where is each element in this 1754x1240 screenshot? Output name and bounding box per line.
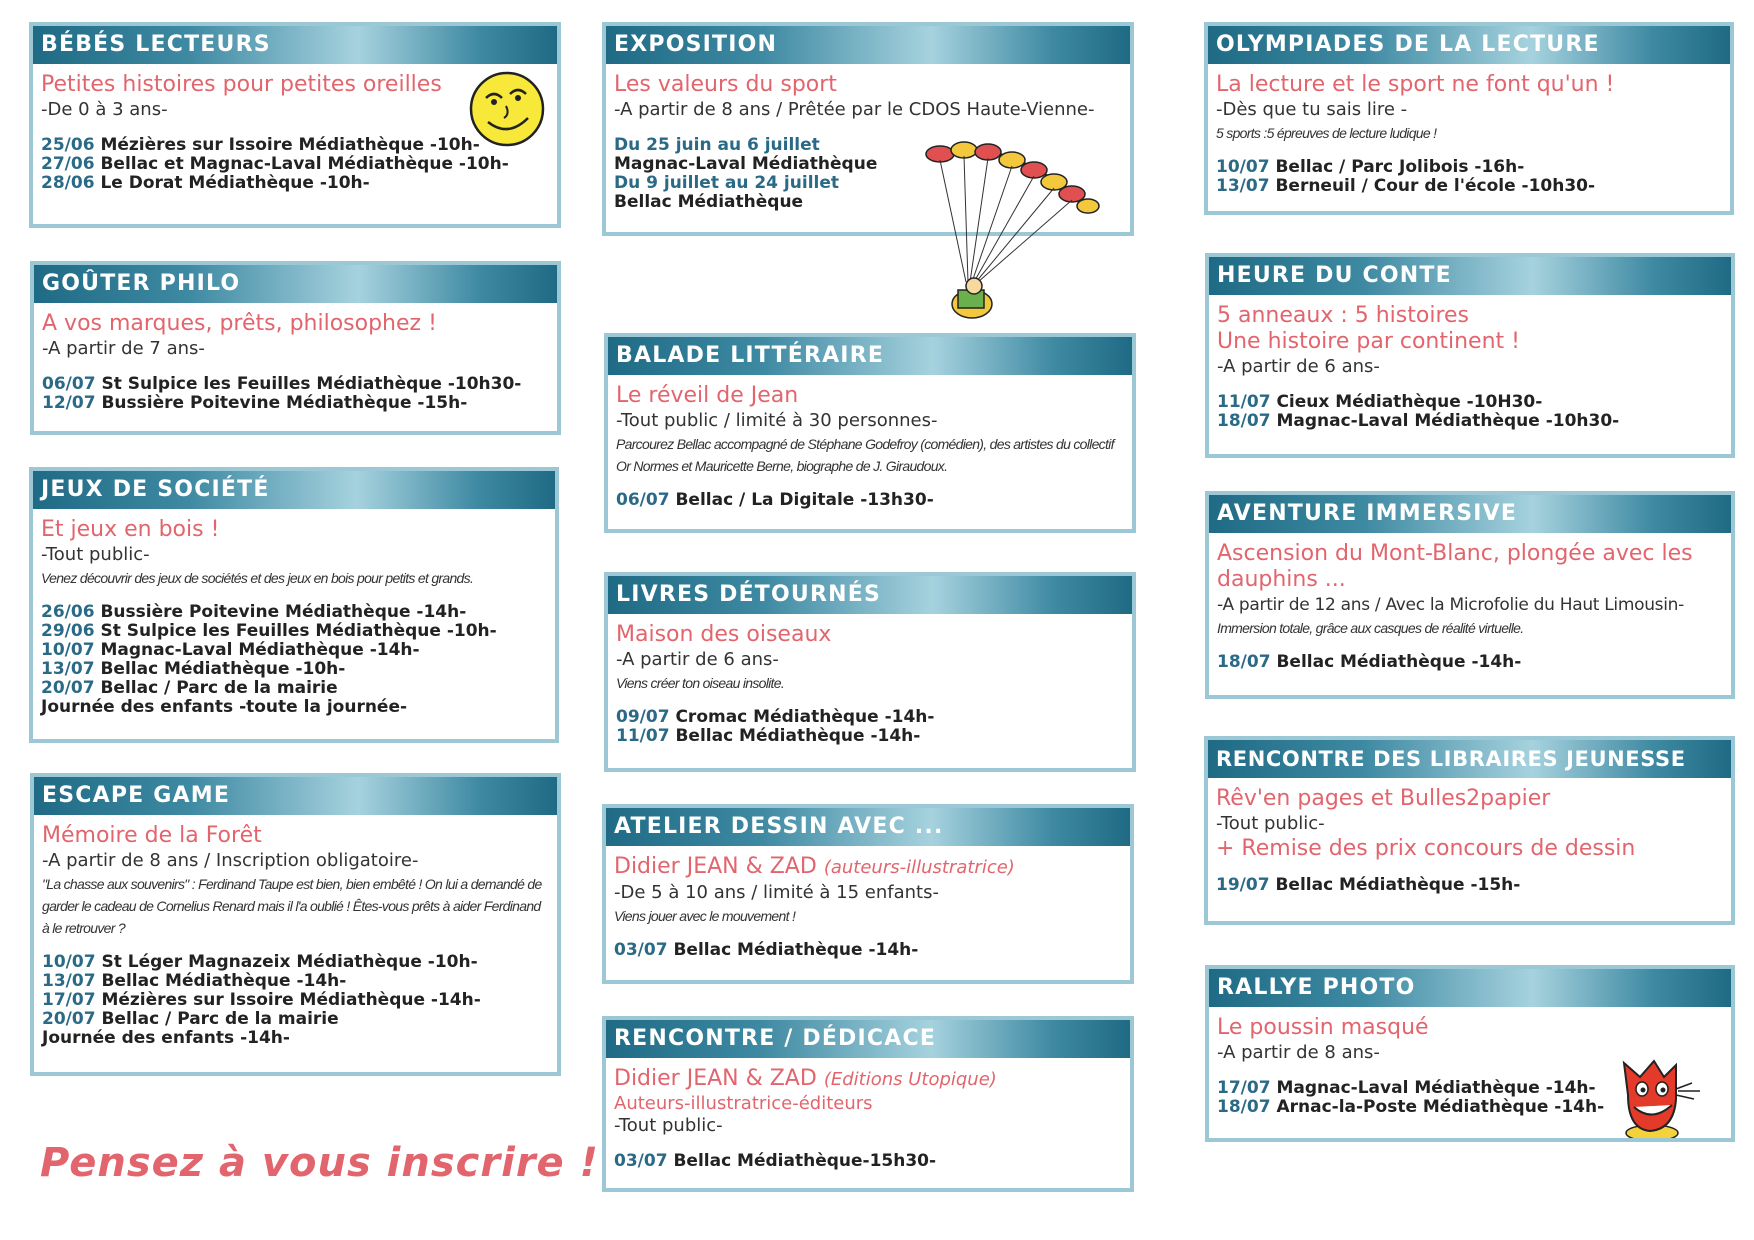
event-audience: -A partir de 12 ans / Avec la Microfolie du Haut Limousin- xyxy=(1217,595,1684,615)
date-venue: Bellac Médiathèque-15h30- xyxy=(673,1151,937,1171)
card-body xyxy=(34,303,557,413)
event-description: Viens créer ton oiseau insolite. xyxy=(616,675,785,691)
card-body xyxy=(33,509,555,717)
card-olympiades xyxy=(1204,22,1734,215)
card-header: OLYMPIADES DE LA LECTURE xyxy=(1208,26,1730,64)
date-entry xyxy=(41,603,547,622)
event-description: Parcourez Bellac accompagné de Stéphane Godefroy (comédien), des artistes du collectif Or Normes et Mauricette Berne, biographe de J. Giraudoux. xyxy=(616,436,1114,474)
date-list xyxy=(1216,158,1722,196)
card-header: LIVRES DÉTOURNÉS xyxy=(608,576,1132,614)
event-title-sub: (Editions Utopique) xyxy=(823,1069,997,1090)
card-balade-litteraire xyxy=(604,333,1136,533)
date-venue: Bellac Médiathèque -14h- xyxy=(101,971,347,991)
card-rencontre-libraires xyxy=(1204,736,1735,925)
event-title-main: Didier JEAN & ZAD xyxy=(614,1066,817,1091)
card-jeux-de-societe xyxy=(29,467,559,743)
period-venue: Bellac Médiathèque xyxy=(614,192,804,212)
card-body xyxy=(608,614,1132,746)
date-label: 03/07 xyxy=(614,1151,668,1171)
date-label: 10/07 xyxy=(42,952,96,972)
date-label: 13/07 xyxy=(1216,176,1270,196)
date-venue: Mézières sur Issoire Médiathèque -14h- xyxy=(101,990,481,1010)
period-range: Du 25 juin au 6 juillet xyxy=(614,135,820,155)
event-audience: -A partir de 8 ans / Inscription obligatoire- xyxy=(42,850,419,871)
date-entry xyxy=(41,155,549,174)
date-list xyxy=(1216,876,1723,895)
date-venue: St Sulpice les Feuilles Médiathèque -10h- xyxy=(100,621,497,641)
card-body xyxy=(606,846,1130,960)
card-body xyxy=(1208,64,1730,196)
date-entry xyxy=(42,394,549,413)
masked-chick-icon xyxy=(1614,1055,1706,1142)
event-title: Maison des oiseaux xyxy=(616,622,832,647)
date-venue: Magnac-Laval Médiathèque -14h- xyxy=(1276,1078,1596,1098)
event-extra: + Remise des prix concours de dessin xyxy=(1216,836,1636,861)
date-list xyxy=(614,941,1122,960)
date-venue: Bellac Médiathèque -15h- xyxy=(1275,875,1521,895)
card-rencontre-dedicace xyxy=(602,1016,1134,1192)
date-label: 13/07 xyxy=(42,971,96,991)
date-venue: Bussière Poitevine Médiathèque -15h- xyxy=(101,393,468,413)
event-title: Petites histoires pour petites oreilles xyxy=(41,72,442,97)
date-label: 10/07 xyxy=(1216,157,1270,177)
footer-reminder: Pensez à vous inscrire ! xyxy=(40,1140,599,1186)
date-venue: Cromac Médiathèque -14h- xyxy=(675,707,935,727)
event-description: Venez découvrir des jeux de sociétés et des jeux en bois pour petits et grands. xyxy=(41,570,474,586)
event-title: Ascension du Mont-Blanc, plongée avec les dauphins ... xyxy=(1217,541,1693,592)
date-entry xyxy=(1216,158,1722,177)
date-label: 06/07 xyxy=(42,374,96,394)
card-header: JEUX DE SOCIÉTÉ xyxy=(33,471,555,509)
card-header: ATELIER DESSIN AVEC ... xyxy=(606,808,1130,846)
date-venue: Berneuil / Cour de l'école -10h30- xyxy=(1275,176,1596,196)
date-label: 03/07 xyxy=(614,940,668,960)
event-title xyxy=(614,1066,1122,1093)
event-title: Le réveil de Jean xyxy=(616,383,799,408)
date-list xyxy=(616,708,1124,746)
event-audience: -Tout public / limité à 30 personnes- xyxy=(616,410,938,431)
date-entry xyxy=(616,708,1124,727)
date-label: 25/06 xyxy=(41,135,95,155)
card-header: RENCONTRE / DÉDICACE xyxy=(606,1020,1130,1058)
event-title: Mémoire de la Forêt xyxy=(42,823,262,848)
date-entry xyxy=(42,1010,549,1029)
date-label: 18/07 xyxy=(1217,1097,1271,1117)
card-body xyxy=(1209,533,1731,672)
card-escape-game xyxy=(30,773,561,1076)
card-body xyxy=(1209,295,1731,431)
date-venue: Bellac Médiathèque -14h- xyxy=(673,940,919,960)
event-audience: -Dès que tu sais lire - xyxy=(1216,99,1408,120)
date-venue: St Léger Magnazeix Médiathèque -10h- xyxy=(101,952,478,972)
date-venue: Le Dorat Médiathèque -10h- xyxy=(100,173,370,193)
parachute-reader-icon xyxy=(922,132,1102,322)
date-label: 20/07 xyxy=(42,1009,96,1029)
date-list xyxy=(1217,653,1723,672)
card-body xyxy=(606,1058,1130,1171)
event-description: 5 sports :5 épreuves de lecture ludique ! xyxy=(1216,125,1437,141)
card-gouter-philo xyxy=(30,261,561,435)
date-entry xyxy=(41,660,547,679)
date-label: 12/07 xyxy=(42,393,96,413)
date-entry xyxy=(41,641,547,660)
date-entry xyxy=(41,698,547,717)
card-header: RALLYE PHOTO xyxy=(1209,969,1731,1007)
event-audience: -A partir de 6 ans- xyxy=(1217,356,1380,377)
date-venue: Bellac Médiathèque -14h- xyxy=(675,726,921,746)
card-header: BÉBÉS LECTEURS xyxy=(33,26,557,64)
card-body xyxy=(34,815,557,1048)
date-entry xyxy=(614,941,1122,960)
date-list xyxy=(616,491,1124,510)
date-venue: St Sulpice les Feuilles Médiathèque -10h30- xyxy=(101,374,522,394)
date-entry xyxy=(1217,412,1723,431)
date-label: 26/06 xyxy=(41,602,95,622)
date-label: 19/07 xyxy=(1216,875,1270,895)
event-audience: -De 5 à 10 ans / limité à 15 enfants- xyxy=(614,882,939,903)
card-header: BALADE LITTÉRAIRE xyxy=(608,337,1132,375)
date-label: 17/07 xyxy=(1217,1078,1271,1098)
card-header: HEURE DU CONTE xyxy=(1209,257,1731,295)
date-entry xyxy=(41,622,547,641)
date-venue: Mézières sur Issoire Médiathèque -10h- xyxy=(100,135,480,155)
moon-face-icon xyxy=(466,68,548,150)
date-entry xyxy=(616,727,1124,746)
date-entry xyxy=(616,491,1124,510)
event-audience: -Tout public- xyxy=(41,544,150,565)
period-venue: Magnac-Laval Médiathèque xyxy=(614,154,878,174)
date-venue: Journée des enfants -14h- xyxy=(42,1028,290,1048)
date-list xyxy=(614,1152,1122,1171)
event-title: Et jeux en bois ! xyxy=(41,517,220,542)
event-title: 5 anneaux : 5 histoires xyxy=(1217,303,1470,328)
date-entry xyxy=(1216,876,1723,895)
date-label: 11/07 xyxy=(616,726,670,746)
event-title: La lecture et le sport ne font qu'un ! xyxy=(1216,72,1615,97)
date-venue: Bellac / Parc de la mairie xyxy=(100,678,338,698)
date-venue: Bellac Médiathèque -14h- xyxy=(1276,652,1522,672)
event-audience: -A partir de 6 ans- xyxy=(616,649,779,670)
event-title-2: Une histoire par continent ! xyxy=(1217,329,1520,354)
date-label: 10/07 xyxy=(41,640,95,660)
date-list xyxy=(1217,393,1723,431)
event-audience: -Tout public- xyxy=(1216,813,1325,834)
card-body xyxy=(608,375,1132,510)
date-entry xyxy=(42,375,549,394)
card-bebes-lecteurs xyxy=(29,22,561,228)
event-description: Immersion totale, grâce aux casques de réalité virtuelle. xyxy=(1217,620,1524,636)
event-title-sub: (auteurs-illustratrice) xyxy=(823,857,1015,878)
date-entry xyxy=(1217,393,1723,412)
event-title xyxy=(614,854,1122,881)
date-label: 06/07 xyxy=(616,490,670,510)
event-subtitle: Auteurs-illustratrice-éditeurs xyxy=(614,1093,873,1114)
date-entry xyxy=(41,679,547,698)
date-label: 18/07 xyxy=(1217,652,1271,672)
date-entry xyxy=(1216,177,1722,196)
date-venue: Bellac / Parc Jolibois -16h- xyxy=(1275,157,1525,177)
date-label: 13/07 xyxy=(41,659,95,679)
card-rallye-photo xyxy=(1205,965,1735,1142)
date-venue: Cieux Médiathèque -10H30- xyxy=(1276,392,1543,412)
date-label: 09/07 xyxy=(616,707,670,727)
date-label: 27/06 xyxy=(41,154,95,174)
event-audience: -A partir de 8 ans- xyxy=(1217,1042,1380,1063)
date-venue: Bussière Poitevine Médiathèque -14h- xyxy=(100,602,467,622)
date-label: 20/07 xyxy=(41,678,95,698)
event-audience: -Tout public- xyxy=(614,1115,723,1136)
date-venue: Bellac et Magnac-Laval Médiathèque -10h- xyxy=(100,154,509,174)
date-list xyxy=(42,953,549,1048)
date-venue: Bellac / La Digitale -13h30- xyxy=(675,490,934,510)
date-entry xyxy=(42,991,549,1010)
date-label: 11/07 xyxy=(1217,392,1271,412)
date-entry xyxy=(614,1152,1122,1171)
event-audience: -A partir de 7 ans- xyxy=(42,338,205,359)
event-title: A vos marques, prêts, philosophez ! xyxy=(42,311,437,336)
card-header: ESCAPE GAME xyxy=(34,777,557,815)
card-header: AVENTURE IMMERSIVE xyxy=(1209,495,1731,533)
event-audience: -De 0 à 3 ans- xyxy=(41,99,168,120)
date-venue: Magnac-Laval Médiathèque -14h- xyxy=(100,640,420,660)
card-atelier-dessin xyxy=(602,804,1134,984)
date-venue: Bellac / Parc de la mairie xyxy=(101,1009,339,1029)
date-label: 28/06 xyxy=(41,173,95,193)
card-header: RENCONTRE DES LIBRAIRES JEUNESSE xyxy=(1208,740,1731,778)
date-label: 17/07 xyxy=(42,990,96,1010)
event-title: Rêv'en pages et Bulles2papier xyxy=(1216,786,1551,811)
card-body xyxy=(1208,778,1731,895)
card-header: GOÛTER PHILO xyxy=(34,265,557,303)
date-venue: Magnac-Laval Médiathèque -10h30- xyxy=(1276,411,1620,431)
event-description: "La chasse aux souvenirs" : Ferdinand Taupe est bien, bien embêté ! On lui a demandé de garder le cadeau de Cornelius Renard mais il l'a oublié ! Êtes-vous prêts à aider Ferdinand à le retrouver ? xyxy=(42,876,542,936)
date-venue: Journée des enfants -toute la journée- xyxy=(41,697,408,717)
card-aventure-immersive xyxy=(1205,491,1735,699)
event-audience: -A partir de 8 ans / Prêtée par le CDOS Haute-Vienne- xyxy=(614,99,1095,120)
date-entry xyxy=(42,1029,549,1048)
date-venue: Arnac-la-Poste Médiathèque -14h- xyxy=(1276,1097,1605,1117)
event-title-main: Didier JEAN & ZAD xyxy=(614,854,817,879)
date-entry xyxy=(42,972,549,991)
event-title: Le poussin masqué xyxy=(1217,1015,1429,1040)
period-range: Du 9 juillet au 24 juillet xyxy=(614,173,840,193)
date-entry xyxy=(1217,653,1723,672)
event-title: Les valeurs du sport xyxy=(614,72,837,97)
date-label: 18/07 xyxy=(1217,411,1271,431)
date-list xyxy=(41,603,547,717)
date-list xyxy=(42,375,549,413)
card-header: EXPOSITION xyxy=(606,26,1130,64)
card-heure-du-conte xyxy=(1205,253,1735,458)
card-livres-detournes xyxy=(604,572,1136,772)
date-label: 29/06 xyxy=(41,621,95,641)
date-venue: Bellac Médiathèque -10h- xyxy=(100,659,346,679)
date-entry xyxy=(41,174,549,193)
date-entry xyxy=(42,953,549,972)
event-description: Viens jouer avec le mouvement ! xyxy=(614,908,796,924)
